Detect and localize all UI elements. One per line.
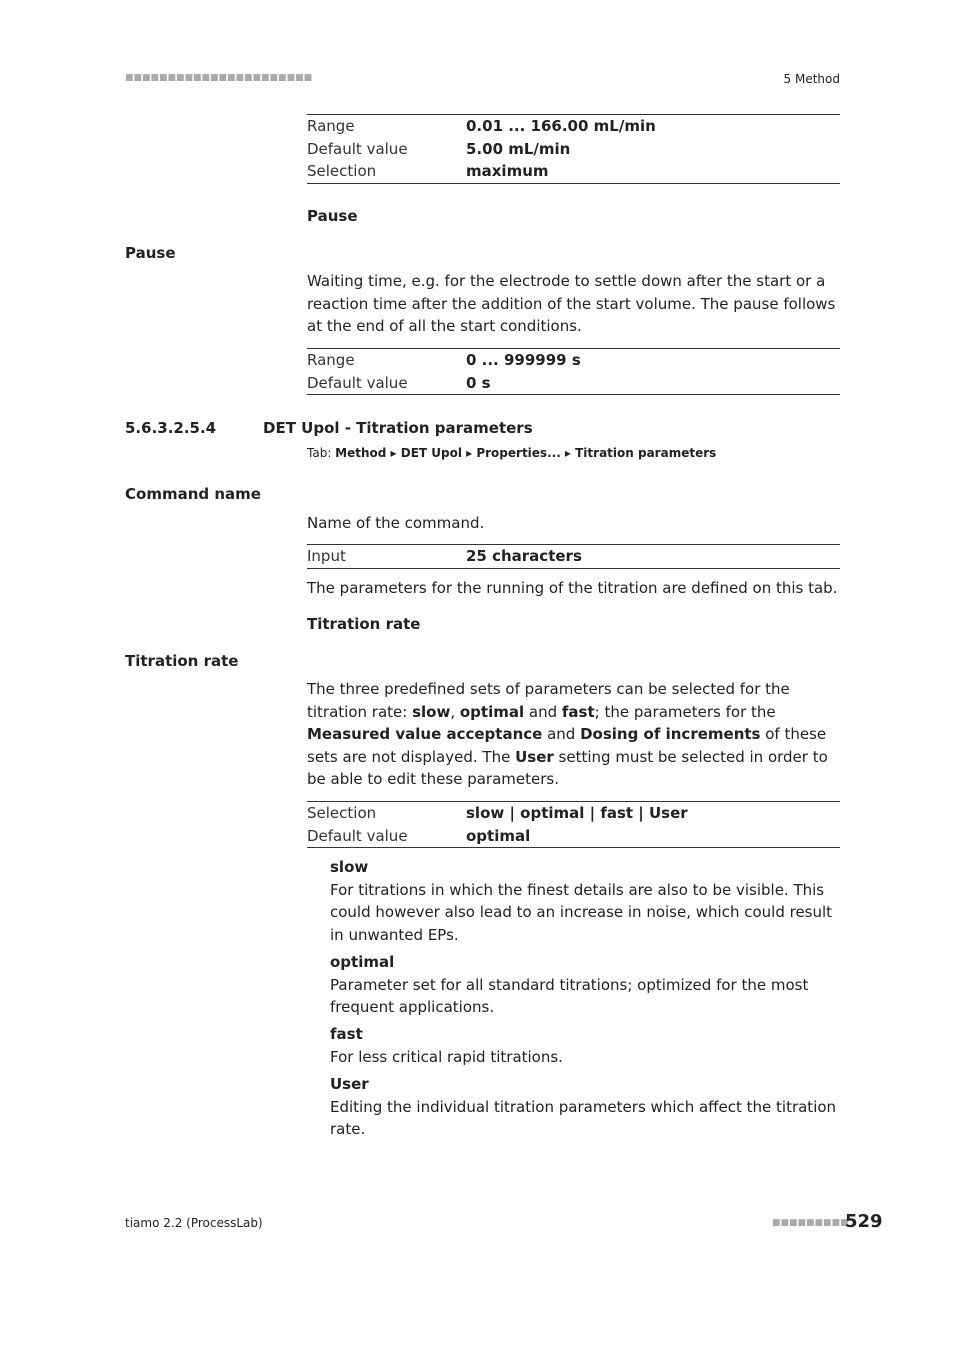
param-value: 0 ... 999999 s xyxy=(466,351,581,369)
option-user xyxy=(330,1073,840,1141)
section-heading xyxy=(125,419,533,437)
desc-text: of these sets are not displayed. The xyxy=(307,725,827,766)
command-name-param-table xyxy=(307,544,840,569)
pause-param-table xyxy=(307,348,840,395)
pause-side-label: Pause xyxy=(125,244,176,262)
option-text: For titrations in which the finest details are also to be visible. This could however also lead to an increase in noise, which could result in unwanted EPs. xyxy=(330,880,833,944)
titration-rate-description xyxy=(307,678,840,791)
titration-rate-param-table xyxy=(307,801,840,848)
param-value: slow | optimal | fast | User xyxy=(466,804,688,822)
param-key: Range xyxy=(307,117,355,135)
pause-description: Waiting time, e.g. for the electrode to settle down after the start or a reaction time after the addition of the start volume. The pause follows at the end of all the start conditions. xyxy=(307,272,836,335)
table-row xyxy=(307,349,840,372)
option-name: optimal xyxy=(330,953,395,971)
titration-rate-side-label: Titration rate xyxy=(125,652,239,670)
table-row xyxy=(307,802,840,825)
param-key: Default value xyxy=(307,826,408,845)
param-value: 0.01 ... 166.00 mL/min xyxy=(466,117,656,135)
table-row xyxy=(307,160,840,183)
chapter-label: 5 Method xyxy=(783,72,840,86)
param-value: 0 s xyxy=(466,373,491,392)
tab-prefix: Tab: xyxy=(307,446,336,460)
param-key: Input xyxy=(307,547,346,565)
param-key: Default value xyxy=(307,139,408,158)
param-value: 5.00 mL/min xyxy=(466,139,571,158)
pause-subheading: Pause xyxy=(307,207,358,225)
table-row xyxy=(307,115,840,138)
table-row xyxy=(307,545,840,569)
command-name-side-label: Command name xyxy=(125,485,261,503)
param-key: Selection xyxy=(307,162,377,180)
section-number: 5.6.3.2.5.4 xyxy=(125,419,217,437)
table-row xyxy=(307,372,840,395)
param-value: 25 characters xyxy=(466,547,582,565)
param-key: Range xyxy=(307,351,355,369)
option-slow xyxy=(330,856,840,946)
desc-bold: User xyxy=(515,747,554,766)
header-decoration: ■■■■■■■■■■■■■■■■■■■■■■ xyxy=(125,73,313,83)
section-title: DET Upol - Titration parameters xyxy=(263,419,533,437)
option-text: Parameter set for all standard titrations; optimized for the most frequent applications. xyxy=(330,975,809,1016)
desc-bold: Measured value acceptance xyxy=(307,725,543,743)
desc-text: The three predefined sets of parameters can be selected for the titration rate: xyxy=(307,680,790,721)
option-text: For less critical rapid titrations. xyxy=(330,1047,563,1066)
tab-path-value: Method ▸ DET Upol ▸ Properties... ▸ Titration parameters xyxy=(335,446,717,460)
desc-text: and xyxy=(524,702,562,721)
param-key: Default value xyxy=(307,373,408,392)
desc-bold: fast xyxy=(561,702,595,721)
tab-description: The parameters for the running of the titration are defined on this tab. xyxy=(307,579,838,597)
footer-decoration: ■■■■■■■■■ xyxy=(772,1218,849,1228)
table-row xyxy=(307,138,840,161)
param-value: maximum xyxy=(466,162,549,180)
desc-text: setting must be selected in order to be able to edit these parameters. xyxy=(307,747,828,788)
tab-path xyxy=(307,446,716,460)
option-name: User xyxy=(330,1075,369,1093)
option-text: Editing the individual titration parameters which affect the titration rate. xyxy=(330,1097,837,1138)
option-fast xyxy=(330,1023,840,1068)
option-optimal xyxy=(330,951,840,1019)
page-number: 529 xyxy=(845,1211,883,1232)
desc-bold: Dosing of increments xyxy=(580,725,761,743)
desc-text: and xyxy=(542,725,581,743)
desc-bold: slow xyxy=(412,702,451,721)
desc-bold: optimal xyxy=(459,702,525,721)
desc-text: , xyxy=(450,702,460,721)
table-row xyxy=(307,825,840,848)
option-name: slow xyxy=(330,858,369,876)
option-name: fast xyxy=(330,1025,363,1043)
footer-product: tiamo 2.2 (ProcessLab) xyxy=(125,1216,263,1230)
desc-text: ; the parameters for the xyxy=(594,702,776,721)
command-name-description: Name of the command. xyxy=(307,514,485,532)
titration-rate-subheading: Titration rate xyxy=(307,615,421,633)
rate-param-table xyxy=(307,114,840,184)
param-key: Selection xyxy=(307,804,377,822)
param-value: optimal xyxy=(466,826,531,845)
